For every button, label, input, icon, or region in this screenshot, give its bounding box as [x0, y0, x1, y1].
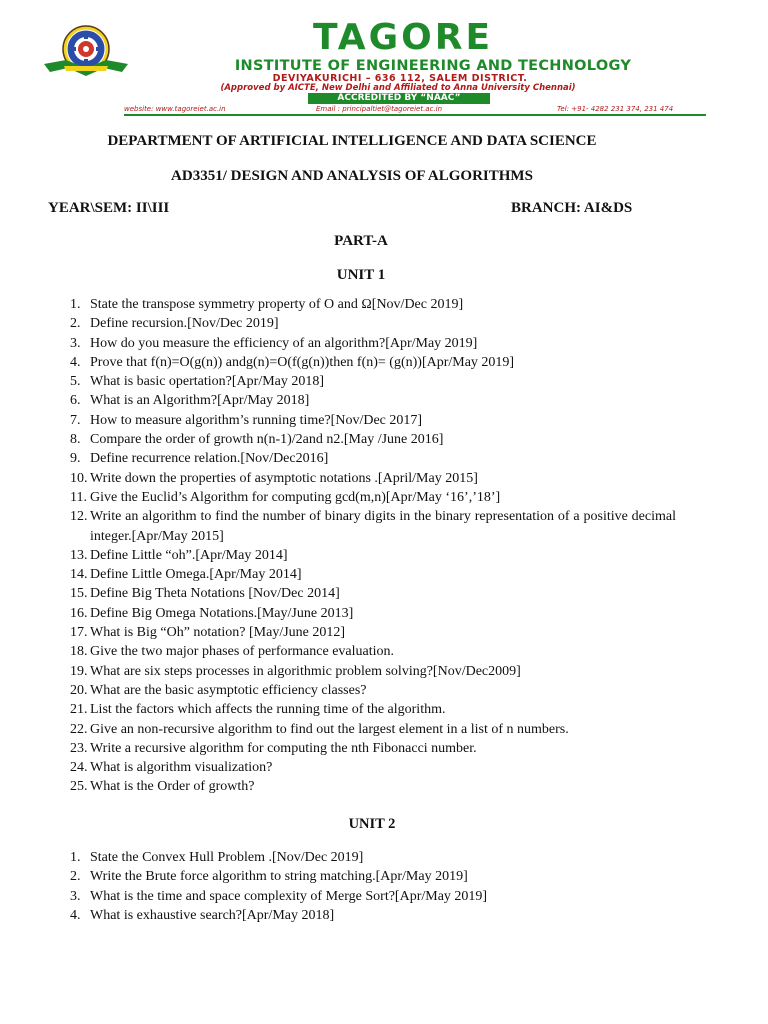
question-item	[70, 391, 676, 410]
question-item	[70, 411, 676, 430]
question-item	[70, 887, 676, 906]
question-item	[70, 584, 676, 603]
institute-logo	[36, 24, 136, 80]
question-number: 5.	[70, 374, 81, 390]
question-item	[70, 334, 676, 353]
department-title: DEPARTMENT OF ARTIFICIAL INTELLIGENCE AND DATA SCIENCE	[107, 133, 597, 149]
question-number: 1.	[70, 297, 81, 312]
contact-row	[124, 104, 704, 114]
question-text: What is an Algorithm?[Apr/May 2018]	[90, 393, 310, 409]
question-number: 6.	[70, 393, 81, 409]
question-number: 20.	[70, 682, 88, 698]
question-item	[70, 372, 676, 391]
question-item	[70, 700, 676, 719]
question-item	[70, 507, 676, 546]
question-item	[70, 867, 676, 886]
question-number: 18.	[70, 644, 88, 660]
question-number: 16.	[70, 605, 88, 621]
question-item	[70, 449, 676, 468]
question-text: What is the Order of growth?	[90, 779, 255, 795]
question-number: 12.	[70, 509, 88, 525]
question-number: 11.	[70, 489, 87, 505]
letterhead	[0, 0, 768, 118]
question-text: List the factors which affects the running time of the algorithm.	[90, 702, 446, 718]
question-item	[70, 739, 676, 758]
question-number: 1.	[70, 850, 81, 865]
institute-name: TAGORE	[312, 17, 494, 58]
question-item	[70, 546, 676, 565]
question-number: 22.	[70, 721, 88, 737]
question-text: Write the Brute force algorithm to string matching.[Apr/May 2019]	[90, 869, 468, 885]
question-text: Write down the properties of asymptotic notations .[April/May 2015]	[90, 470, 478, 486]
question-number: 3.	[70, 888, 81, 904]
question-item	[70, 848, 676, 867]
year-semester: YEAR\SEM: II\III	[48, 200, 170, 216]
unit-2-question-list	[70, 848, 676, 925]
question-item	[70, 720, 676, 739]
question-number: 25.	[70, 779, 88, 795]
course-title: AD3351/ DESIGN AND ANALYSIS OF ALGORITHMS	[171, 168, 533, 184]
part-heading: PART-A	[334, 233, 388, 249]
question-item	[70, 430, 676, 449]
question-text: Define Big Omega Notations.[May/June 2013]	[90, 605, 354, 621]
question-number: 23.	[70, 740, 88, 756]
question-item	[70, 469, 676, 488]
accreditation-badge: ACCREDITED BY “NAAC”	[308, 93, 490, 104]
question-text: Write a recursive algorithm for computing the nth Fibonacci number.	[90, 740, 477, 756]
unit-1-question-list	[70, 295, 676, 797]
question-item	[70, 295, 676, 314]
question-number: 4.	[70, 354, 81, 370]
question-text: Give the Euclid’s Algorithm for computing gcd(m,n)[Apr/May ‘16’,’18’]	[90, 489, 501, 505]
question-number: 14.	[70, 567, 88, 583]
website-text: website: www.tagoreiet.ac.in	[124, 105, 226, 113]
header-divider	[124, 114, 706, 116]
question-text: State the Convex Hull Problem .[Nov/Dec 2019]	[90, 850, 364, 865]
question-number: 8.	[70, 432, 81, 448]
question-text: Compare the order of growth n(n-1)/2and n2.[May /June 2016]	[90, 432, 444, 448]
question-text: State the transpose symmetry property of O and Ω[Nov/Dec 2019]	[90, 297, 464, 312]
institute-subtitle: INSTITUTE OF ENGINEERING AND TECHNOLOGY	[234, 58, 632, 74]
email-text: Email : principaltiet@tagoreiet.ac.in	[316, 105, 443, 113]
question-number: 19.	[70, 663, 88, 679]
question-text: What is basic opertation?[Apr/May 2018]	[90, 374, 325, 390]
question-text: Give the two major phases of performance evaluation.	[90, 644, 395, 660]
question-item	[70, 662, 676, 681]
question-item	[70, 488, 676, 507]
question-text: What is exhaustive search?[Apr/May 2018]	[90, 907, 335, 923]
question-text: Define Little Omega.[Apr/May 2014]	[90, 567, 302, 583]
question-number: 9.	[70, 451, 81, 467]
approval-note: (Approved by AICTE, New Delhi and Affiliated to Anna University Chennai)	[220, 83, 576, 93]
question-text: How do you measure the efficiency of an algorithm?[Apr/May 2019]	[90, 335, 478, 351]
question-text: Define Little “oh”.[Apr/May 2014]	[90, 547, 288, 563]
question-text: What is algorithm visualization?	[90, 760, 273, 776]
question-text: What are the basic asymptotic efficiency classes?	[90, 682, 367, 698]
question-item	[70, 353, 676, 372]
question-text: Write an algorithm to find the number of binary digits in the binary representation of a positive decimal integer.[Apr/May 2015]	[90, 509, 676, 544]
question-item	[70, 642, 676, 661]
question-item	[70, 777, 676, 796]
question-number: 2.	[70, 316, 81, 332]
question-number: 7.	[70, 412, 81, 428]
question-number: 2.	[70, 869, 81, 885]
question-number: 13.	[70, 547, 88, 563]
question-text: What is Big “Oh” notation? [May/June 2012]	[90, 625, 346, 641]
question-number: 24.	[70, 760, 88, 776]
question-item	[70, 565, 676, 584]
unit-2-heading: UNIT 2	[348, 816, 396, 832]
question-text: Define recurrence relation.[Nov/Dec2016]	[90, 451, 329, 467]
question-text: Define Big Theta Notations [Nov/Dec 2014]	[90, 586, 340, 602]
question-item	[70, 604, 676, 623]
question-text: How to measure algorithm’s running time?[Nov/Dec 2017]	[90, 412, 423, 428]
question-number: 4.	[70, 907, 81, 923]
unit-1-heading: UNIT 1	[336, 267, 386, 283]
question-item	[70, 623, 676, 642]
question-number: 3.	[70, 335, 81, 351]
question-text: Prove that f(n)=O(g(n)) andg(n)=O(f(g(n))then f(n)= (g(n))[Apr/May 2019]	[90, 354, 515, 370]
question-number: 21.	[70, 702, 88, 718]
question-number: 10.	[70, 470, 88, 486]
question-text: What is the time and space complexity of Merge Sort?[Apr/May 2019]	[90, 888, 488, 904]
question-item	[70, 314, 676, 333]
question-item	[70, 758, 676, 777]
branch-label: BRANCH: AI&DS	[511, 200, 633, 216]
question-text: Give an non-recursive algorithm to find out the largest element in a list of n numbers.	[90, 721, 569, 737]
question-text: Define recursion.[Nov/Dec 2019]	[90, 316, 279, 332]
question-item	[70, 906, 676, 925]
question-number: 15.	[70, 586, 88, 602]
question-item	[70, 681, 676, 700]
question-number: 17.	[70, 625, 88, 641]
institute-address: DEVIYAKURICHI – 636 112, SALEM DISTRICT.	[272, 73, 528, 84]
phone-text: Tel: +91- 4282 231 374, 231 474	[557, 105, 674, 113]
question-text: What are six steps processes in algorithmic problem solving?[Nov/Dec2009]	[90, 663, 521, 679]
